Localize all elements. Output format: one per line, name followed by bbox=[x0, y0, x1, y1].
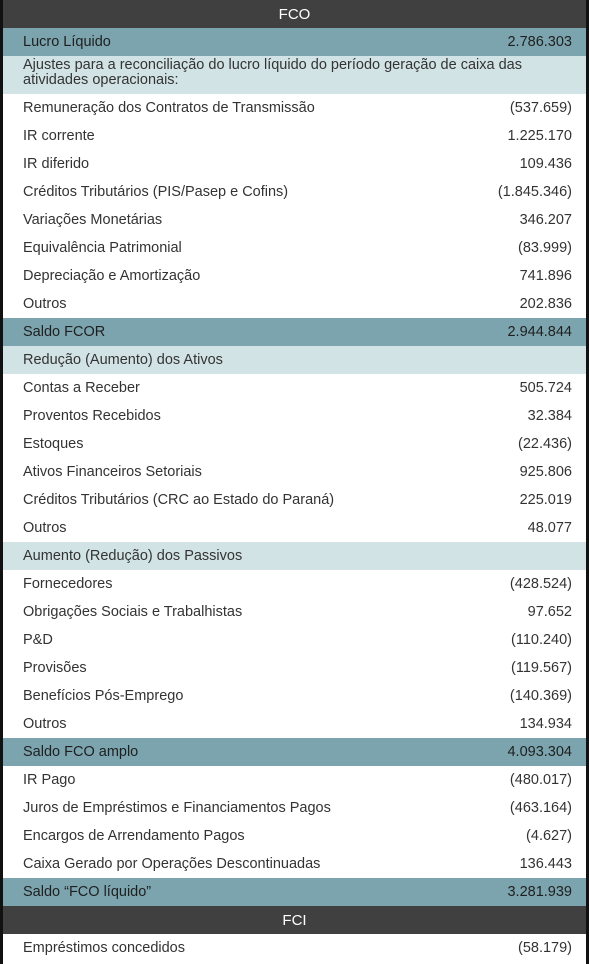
row-label: Contas a Receber bbox=[23, 380, 140, 396]
row-value: 3.281.939 bbox=[507, 884, 572, 900]
row-label: Caixa Gerado por Operações Descontinuadas bbox=[23, 856, 321, 872]
table-row-outros bbox=[3, 290, 586, 318]
total-row-saldo-fcor bbox=[3, 318, 586, 346]
row-label: IR diferido bbox=[23, 156, 90, 172]
table-row-ativos-financeiros-setoriais bbox=[3, 458, 586, 486]
section-header-fco bbox=[3, 0, 586, 28]
row-label: Ativos Financeiros Setoriais bbox=[23, 464, 202, 480]
row-label: Saldo FCO amplo bbox=[23, 744, 139, 760]
row-value: (22.436) bbox=[517, 436, 572, 452]
row-value: 97.652 bbox=[527, 604, 572, 620]
row-value: (119.567) bbox=[511, 660, 572, 676]
total-row-saldo-fco-liquido bbox=[3, 878, 586, 906]
row-value: 136.443 bbox=[519, 856, 572, 872]
row-value: 48.077 bbox=[527, 520, 572, 536]
row-label: Benefícios Pós-Emprego bbox=[23, 688, 184, 704]
table-row-equivalencia-patrimonial bbox=[3, 234, 586, 262]
row-value: 134.934 bbox=[519, 716, 572, 732]
row-label: Proventos Recebidos bbox=[23, 408, 161, 424]
row-value: 109.436 bbox=[519, 156, 572, 172]
row-label: Equivalência Patrimonial bbox=[23, 240, 182, 256]
row-label: Fornecedores bbox=[23, 576, 113, 592]
row-label: Créditos Tributários (PIS/Pasep e Cofins) bbox=[23, 184, 289, 200]
row-label: Créditos Tributários (CRC ao Estado do Paraná) bbox=[23, 492, 335, 508]
table-row-creditos-tributarios-pis-pasep-e-cofins bbox=[3, 178, 586, 206]
row-value: 505.724 bbox=[519, 380, 572, 396]
row-label: Saldo “FCO líquido” bbox=[23, 884, 152, 900]
row-value: 4.093.304 bbox=[507, 744, 572, 760]
table-row-creditos-tributarios-crc-ao-estado-do-pa bbox=[3, 486, 586, 514]
section-header-fci bbox=[3, 906, 586, 934]
row-value: (480.017) bbox=[509, 772, 572, 788]
row-label: IR corrente bbox=[23, 128, 95, 144]
table-row-ir-pago bbox=[3, 766, 586, 794]
row-label: Empréstimos concedidos bbox=[23, 940, 185, 956]
row-label: Outros bbox=[23, 296, 67, 312]
total-row-lucro-liquido bbox=[3, 28, 586, 56]
table-row-obrigacoes-sociais-e-trabalhistas bbox=[3, 598, 586, 626]
row-label: IR Pago bbox=[23, 772, 76, 788]
total-row-saldo-fco-amplo bbox=[3, 738, 586, 766]
row-label: Estoques bbox=[23, 436, 84, 452]
row-label: Saldo FCOR bbox=[23, 324, 106, 340]
table-row-caixa-gerado-por-operacoes-descontinuada bbox=[3, 850, 586, 878]
group-row-ajustes-para-a-reconciliacao-do-lucro-li bbox=[3, 56, 586, 94]
table-row-depreciacao-e-amortizacao bbox=[3, 262, 586, 290]
row-value: 741.896 bbox=[519, 268, 572, 284]
row-label: Remuneração dos Contratos de Transmissão bbox=[23, 100, 315, 116]
row-label: Obrigações Sociais e Trabalhistas bbox=[23, 604, 243, 620]
table-row-encargos-de-arrendamento-pagos bbox=[3, 822, 586, 850]
row-value: 202.836 bbox=[519, 296, 572, 312]
row-value: (463.164) bbox=[509, 800, 572, 816]
row-value: (83.999) bbox=[517, 240, 572, 256]
row-label: P&D bbox=[23, 632, 53, 648]
table-row-fornecedores bbox=[3, 570, 586, 598]
group-row-reducao-aumento-dos-ativos bbox=[3, 346, 586, 374]
row-value: 925.806 bbox=[519, 464, 572, 480]
table-row-proventos-recebidos bbox=[3, 402, 586, 430]
table-row-p-d bbox=[3, 626, 586, 654]
row-label: Ajustes para a reconciliação do lucro líquido do período geração de caixa das atividades operacionais: bbox=[23, 58, 522, 88]
row-value: 225.019 bbox=[519, 492, 572, 508]
row-value: (537.659) bbox=[509, 100, 572, 116]
row-value: (58.179) bbox=[517, 940, 572, 956]
row-value: 32.384 bbox=[527, 408, 572, 424]
row-label: Provisões bbox=[23, 660, 87, 676]
row-value: (4.627) bbox=[526, 828, 572, 844]
row-label: Juros de Empréstimos e Financiamentos Pagos bbox=[23, 800, 331, 816]
group-row-aumento-reducao-dos-passivos bbox=[3, 542, 586, 570]
table-row-emprestimos-concedidos bbox=[3, 934, 586, 962]
table-row-estoques bbox=[3, 430, 586, 458]
table-row-contas-a-receber bbox=[3, 374, 586, 402]
section-header-label: FCI bbox=[282, 911, 307, 929]
table-row-ir-diferido bbox=[3, 150, 586, 178]
table-row-remuneracao-dos-contratos-de-transmissao bbox=[3, 94, 586, 122]
row-value: 2.944.844 bbox=[507, 324, 572, 340]
row-label: Outros bbox=[23, 716, 67, 732]
row-label: Variações Monetárias bbox=[23, 212, 163, 228]
table-row-outros bbox=[3, 514, 586, 542]
section-header-label: FCO bbox=[278, 5, 311, 23]
row-value: (140.369) bbox=[509, 688, 572, 704]
table-row-juros-de-emprestimos-e-financiamentos-pa bbox=[3, 794, 586, 822]
table-row-provisoes bbox=[3, 654, 586, 682]
table-row-beneficios-pos-emprego bbox=[3, 682, 586, 710]
row-value: 1.225.170 bbox=[507, 128, 572, 144]
table-row-outros bbox=[3, 710, 586, 738]
row-label: Depreciação e Amortização bbox=[23, 268, 201, 284]
row-label: Outros bbox=[23, 520, 67, 536]
row-value: (428.524) bbox=[509, 576, 572, 592]
row-label: Lucro Líquido bbox=[23, 34, 111, 50]
row-label: Encargos de Arrendamento Pagos bbox=[23, 828, 245, 844]
table-row-ir-corrente bbox=[3, 122, 586, 150]
row-value: (110.240) bbox=[511, 632, 572, 648]
row-label: Redução (Aumento) dos Ativos bbox=[23, 352, 223, 368]
row-value: 2.786.303 bbox=[507, 34, 572, 50]
row-value: (1.845.346) bbox=[497, 184, 572, 200]
table-row-variacoes-monetarias bbox=[3, 206, 586, 234]
row-value: 346.207 bbox=[519, 212, 572, 228]
row-label: Aumento (Redução) dos Passivos bbox=[23, 548, 243, 564]
